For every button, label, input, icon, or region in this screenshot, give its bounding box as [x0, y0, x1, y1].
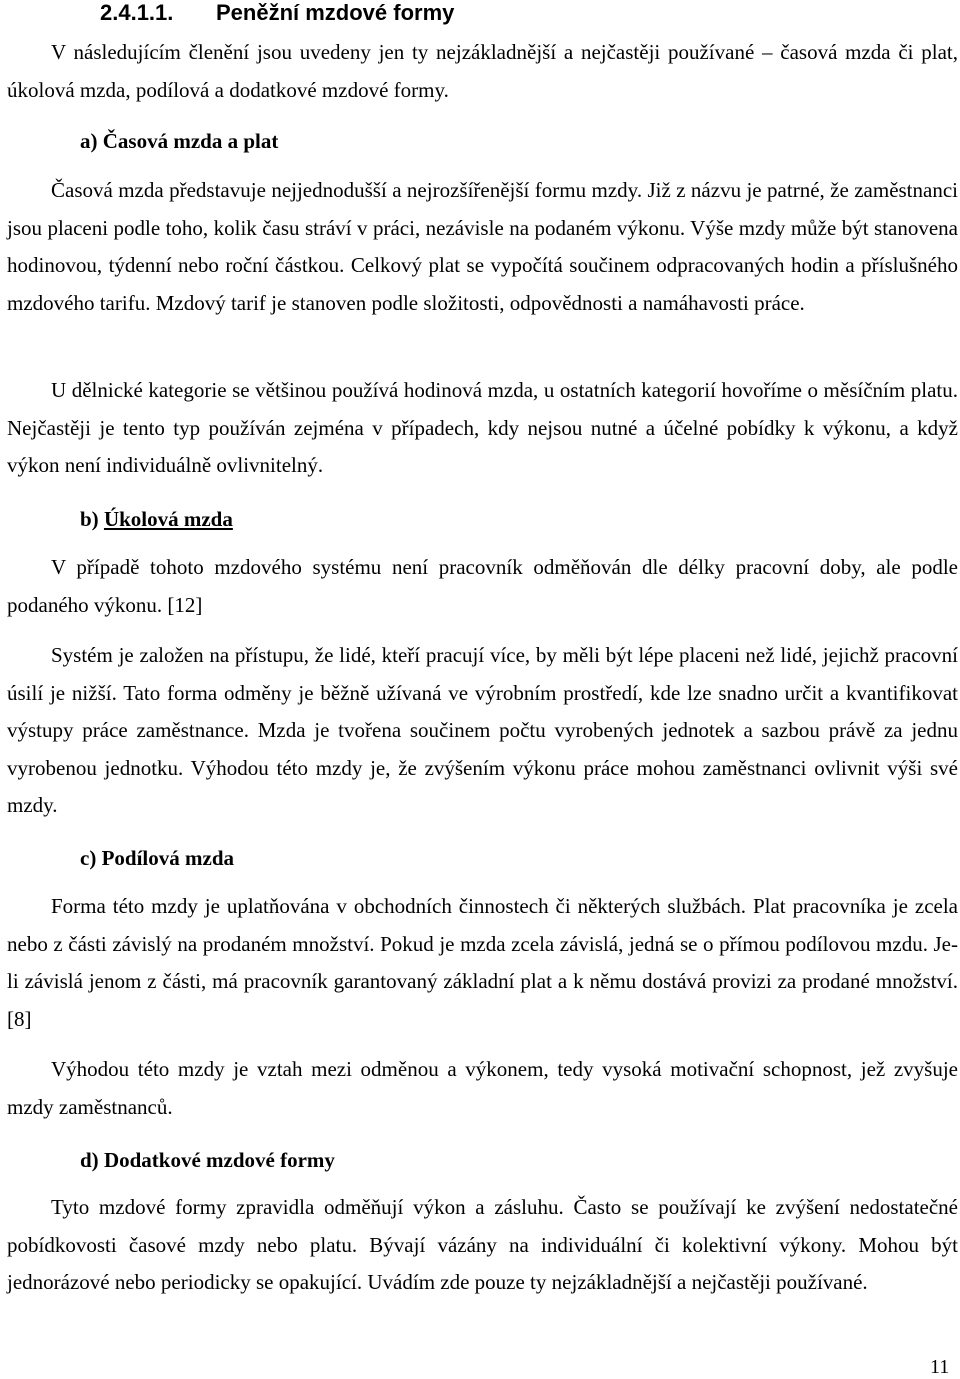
section-title: Peněžní mzdové formy [216, 0, 455, 25]
subheading-c-letter: c) [80, 846, 97, 870]
subheading-b-letter: b) [80, 507, 99, 531]
subheading-c-title: Podílová mzda [101, 846, 234, 870]
paragraph-c2: Výhodou této mzdy je vztah mezi odměnou a výkonem, tedy vysoká motivační schopnost, jež zvyšuje mzdy zaměstnanců. [7, 1057, 958, 1119]
intro-paragraph: V následujícím členění jsou uvedeny jen ty nejzákladnější a nejčastěji používané – časová mzda či plat, úkolová mzda, podílová a dodatkové mzdové formy. [7, 40, 958, 102]
paragraph-a1: Časová mzda představuje nejjednodušší a nejrozšířenější formu mzdy. Již z názvu je patrné, že zaměstnanci jsou placeni podle toho, kolik času stráví v práci, nezávisle na podaném výkonu. Výše mzdy může být stanovena hodinovou, týdenní nebo roční částkou. Celkový plat se vypočítá součinem odpracovaných hodin a příslušného mzdového tarifu. Mzdový tarif je stanoven podle složitosti, odpovědnosti a namáhavosti práce. [7, 178, 958, 315]
subheading-a-title: Časová mzda a plat [102, 129, 279, 153]
subheading-c [80, 843, 234, 873]
subheading-d-title: Dodatkové mzdové formy [103, 1148, 335, 1172]
subheading-a-letter: a) [80, 129, 98, 153]
subheading-d-letter: d) [80, 1148, 99, 1172]
subheading-d [80, 1145, 335, 1175]
paragraph-d1: Tyto mzdové formy zpravidla odměňují výkon a zásluhu. Často se používají ke zvýšení nedostatečné pobídkovosti časové mzdy nebo platu. Bývají vázány na individuální či kolektivní výkony. Mohou být jednorázové nebo periodicky se opakující. Uvádím zde pouze ty nejzákladnější a nejčastěji používané. [7, 1195, 958, 1295]
subheading-b [80, 504, 233, 534]
paragraph-a2: U dělnické kategorie se většinou používá hodinová mzda, u ostatních kategorií hovoříme o měsíčním platu. Nejčastěji je tento typ používán zejména v případech, kdy nejsou nutné a účelné pobídky k výkonu, a když výkon není individuálně ovlivnitelný. [7, 378, 958, 478]
subheading-b-title: Úkolová mzda [103, 507, 233, 531]
page-number: 11 [930, 1356, 950, 1378]
section-heading [100, 0, 454, 26]
paragraph-b2: Systém je založen na přístupu, že lidé, kteří pracují více, by měli být lépe placeni než lidé, jejichž pracovní úsilí je nižší. Tato forma odměny je běžně užívaná ve výrobním prostředí, kde lze snadno určit a kvantifikovat výstupy práce zaměstnance. Mzda je tvořena součinem počtu vyrobených jednotek a sazbou právě za jednu vyrobenou jednotku. Výhodou této mzdy je, že zvýšením výkonu práce mohou zaměstnanci ovlivnit výši své mzdy. [7, 643, 958, 818]
subheading-a [80, 126, 278, 156]
paragraph-b1: V případě tohoto mzdového systému není pracovník odměňován dle délky pracovní doby, ale podle podaného výkonu. [12] [7, 555, 958, 617]
paragraph-c1: Forma této mzdy je uplatňována v obchodních činnostech či některých službách. Plat pracovníka je zcela nebo z části závislý na prodaném množství. Pokud je mzda zcela závislá, jedná se o přímou podílovou mzdu. Je-li závislá jenom z části, má pracovník garantovaný základní plat a k němu dostává provizi za prodané množství. [8] [7, 894, 958, 1031]
section-number: 2.4.1.1. [100, 0, 174, 25]
